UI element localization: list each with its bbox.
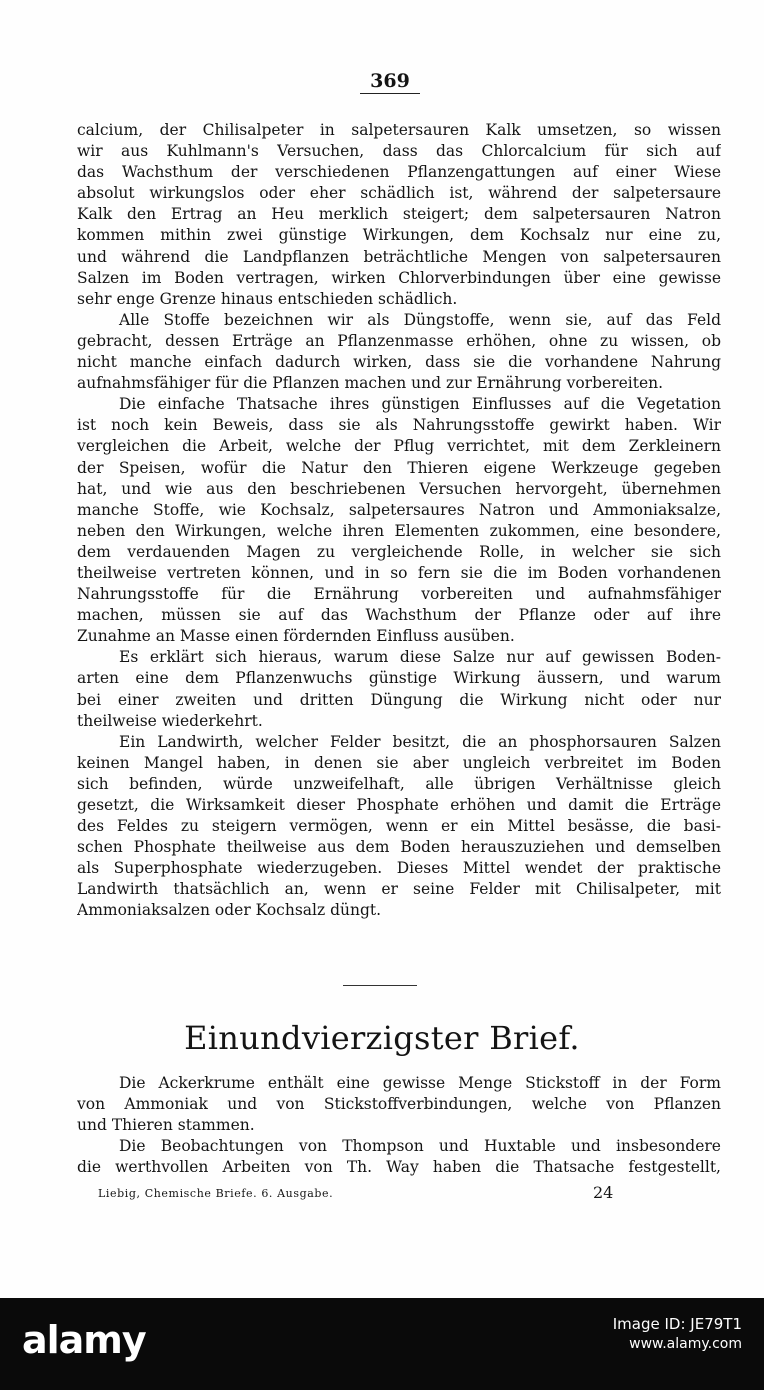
text-line: absolut wirkungslos oder eher schädlich ist, während der salpetersaure (77, 184, 721, 203)
text-line: dem verdauenden Magen zu vergleichende Rolle, in welcher sie sich (77, 542, 721, 561)
text-line: und während die Landpflanzen beträchtliche Mengen von salpetersauren (77, 247, 721, 266)
chapter-intro-text (77, 1073, 721, 1178)
text-line: sehr enge Grenze hinaus entschieden schädlich. (77, 289, 458, 308)
text-line: Zunahme an Masse einen fördernden Einfluss ausüben. (77, 627, 515, 646)
text-line: der Speisen, wofür die Natur den Thieren eigene Werkzeuge gegeben (77, 458, 721, 477)
text-line: vergleichen die Arbeit, welche der Pflug verrichtet, mit dem Zerkleinern (77, 437, 721, 456)
text-line: das Wachsthum der verschiedenen Pflanzengattungen auf einer Wiese (77, 163, 721, 182)
footer-sheet-number: 24 (593, 1183, 614, 1202)
text-line: Die Beobachtungen von Thompson und Huxtable und insbesondere (119, 1137, 721, 1156)
text-line: und Thieren stammen. (77, 1116, 255, 1135)
text-line: sich befinden, würde unzweifelhaft, alle übrigen Verhältnisse gleich (77, 774, 721, 793)
text-line: theilweise vertreten können, und in so fern sie die im Boden vorhandenen (77, 563, 721, 582)
text-line: neben den Wirkungen, welche ihren Elementen zukommen, eine besondere, (77, 521, 721, 540)
section-separator (343, 985, 417, 986)
banner-url: www.alamy.com (629, 1336, 742, 1352)
alamy-logo: alamy (22, 1318, 146, 1362)
text-line: Die Ackerkrume enthält eine gewisse Menge Stickstoff in der Form (119, 1074, 721, 1092)
text-line: gesetzt, die Wirksamkeit dieser Phosphate erhöhen und damit die Erträge (77, 796, 721, 814)
text-line: Es erklärt sich hieraus, warum diese Salze nur auf gewissen Boden- (119, 648, 721, 667)
text-line: manche Stoffe, wie Kochsalz, salpetersaures Natron und Ammoniaksalze, (77, 500, 721, 519)
text-line: Alle Stoffe bezeichnen wir als Düngstoffe, wenn sie, auf das Feld (119, 310, 721, 329)
text-line: aufnahmsfähiger für die Pflanzen machen und zur Ernährung vorbereiten. (77, 374, 664, 393)
chapter-heading: Einundvierzigster Brief. (184, 1019, 580, 1057)
text-line: arten eine dem Pflanzenwuchs günstige Wirkung äussern, und warum (77, 669, 721, 688)
text-line: als Superphosphate wiederzugeben. Dieses Mittel wendet der praktische (77, 859, 721, 878)
watermark-banner (0, 1298, 764, 1390)
text-line: nicht manche einfach dadurch wirken, dass sie die vorhandene Nahrung (77, 353, 721, 372)
text-line: Salzen im Boden vertragen, wirken Chlorverbindungen über eine gewisse (77, 268, 721, 287)
text-line: theilweise wiederkehrt. (77, 711, 263, 730)
text-line: bei einer zweiten und dritten Düngung die Wirkung nicht oder nur (77, 690, 721, 709)
text-line: Nahrungsstoffe für die Ernährung vorbereiten und aufnahmsfähiger (77, 585, 721, 604)
text-line: des Feldes zu steigern vermögen, wenn er ein Mittel besässe, die basi- (77, 817, 721, 836)
text-line: hat, und wie aus den beschriebenen Versuchen hervorgeht, übernehmen (77, 479, 721, 498)
text-line: kommen mithin zwei günstige Wirkungen, dem Kochsalz nur eine zu, (77, 226, 721, 245)
page-number: 369 (360, 70, 420, 94)
text-line: keinen Mangel haben, in denen sie aber ungleich verbreitet im Boden (77, 753, 721, 772)
image-id-label: Image ID: JE79T1 (612, 1315, 742, 1333)
text-line: schen Phosphate theilweise aus dem Boden herauszuziehen und demselben (77, 838, 721, 857)
text-line: ist noch kein Beweis, dass sie als Nahrungsstoffe gewirkt haben. Wir (77, 416, 721, 435)
text-line: von Ammoniak und von Stickstoffverbindungen, welche von Pflanzen (77, 1095, 721, 1114)
footer-signature: Liebig, Chemische Briefe. 6. Ausgabe. (98, 1187, 334, 1200)
text-line: Ein Landwirth, welcher Felder besitzt, die an phosphorsauren Salzen (119, 732, 721, 751)
text-line: Die einfache Thatsache ihres günstigen Einflusses auf die Vegetation (119, 395, 721, 414)
text-line: Kalk den Ertrag an Heu merklich steigert; dem salpetersauren Natron (77, 205, 721, 224)
text-line: Ammoniaksalzen oder Kochsalz düngt. (77, 901, 382, 920)
text-line: calcium, der Chilisalpeter in salpetersauren Kalk umsetzen, so wissen (77, 121, 721, 139)
text-line: wir aus Kuhlmann's Versuchen, dass das Chlorcalcium für sich auf (77, 142, 721, 161)
banner-info (613, 1314, 742, 1354)
text-line: die werthvollen Arbeiten von Th. Way haben die Thatsache festgestellt, (77, 1158, 721, 1177)
body-text (77, 120, 721, 922)
text-line: Landwirth thatsächlich an, wenn er seine Felder mit Chilisalpeter, mit (77, 880, 721, 899)
text-line: machen, müssen sie auf das Wachsthum der Pflanze oder auf ihre (77, 606, 721, 625)
text-line: gebracht, dessen Erträge an Pflanzenmasse erhöhen, ohne zu wissen, ob (77, 331, 721, 350)
